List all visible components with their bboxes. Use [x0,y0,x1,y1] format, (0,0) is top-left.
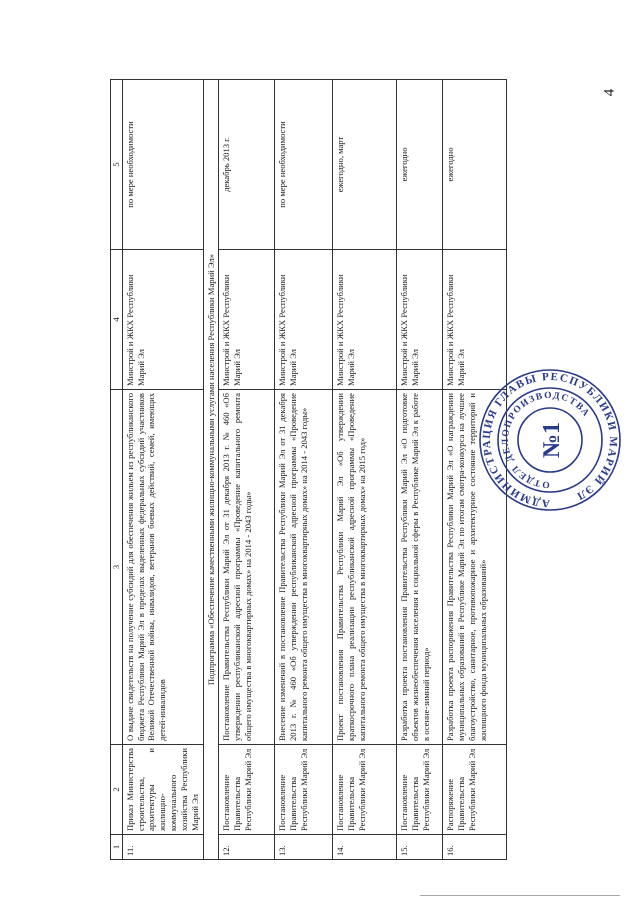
row-number: 14. [333,835,397,860]
deadline: ежегодно [397,80,443,250]
column-number: 2 [111,745,123,835]
row-number: 13. [275,835,333,860]
document-title: Разработка проекта постановления Правительства Республики Марий Эл «О подготовке объектов жизнеобеспечения населения и социальной сферы в Республике Марий Эл к работе в осенне-зимний период» [397,390,443,745]
page-number: 4 [601,88,618,97]
document-title: О выдаче свидетельств на получение субсидий для обеспечения жильем из республиканского бюджета Республики Марий Эл в пределах выделенных федеральных субсидий участников Великой Отечественной войны, инвалидов, ветеранов боевых действий, семей, имеющих детей-инвалидов [122,390,203,745]
bottom-rule [420,895,620,896]
document-type: Постановление Правительства Республики Марий Эл [219,745,275,835]
table-row [397,80,443,860]
column-number: 5 [111,80,123,250]
executor: Минстрой и ЖКХ Республики Марий Эл [275,250,333,390]
document-type: Приказ Министерства строительства, архитектуры и жилищно-коммунального хозяйства Республики Марий Эл [122,745,203,835]
deadline: по мере необходимости [122,80,203,250]
document-title: Разработка проекта распоряжения Правительства Республики Марий Эл «О награждении муниципальных образований в Республике Марий Эл по итогам смотра-конкурса на лучшее благоустройство, санитарное, противопожарное и архитектурное состояние территорий и жилищного фонда муниципальных образований» [443,390,507,745]
column-number: 1 [111,835,123,860]
deadline: ежегодно, март [333,80,397,250]
row-number: 15. [397,835,443,860]
row-number: 11. [122,835,203,860]
document-title: Постановление Правительства Республики Марий Эл от 31 декабря 2013 г. № 460 «Об утверждении республиканской адресной программы «Проведение капитального ремонта общего имущества в многоквартирных домах» на 2014 - 2043 годы» [219,390,275,745]
column-number-row [111,80,123,860]
plan-table [110,79,507,860]
executor: Минстрой и ЖКХ Республики Марий Эл [397,250,443,390]
deadline: ежегодно [443,80,507,250]
stamp-inner-text: ОТДЕЛ ДЕЛОПРОИЗВОДСТВА [500,390,592,490]
document-type: Распоряжение Правительства Республики Марий Эл [443,745,507,835]
document-type: Постановление Правительства Республики Марий Эл [397,745,443,835]
column-number: 4 [111,250,123,390]
subprogram-row [203,80,219,860]
executor: Минстрой и ЖКХ Республики Марий Эл [333,250,397,390]
table-row [122,80,203,860]
executor: Минстрой и ЖКХ Республики Марий Эл [122,250,203,390]
executor: Минстрой и ЖКХ Республики Марий Эл [443,250,507,390]
deadline: по мере необходимости [275,80,333,250]
document-title: Проект постановления Правительства Республики Марий Эл «Об утверждении краткосрочного плана реализации республиканской адресной программы «Проведение капитального ремонта общего имущества в многоквартирных домах» на 2015 год» [333,390,397,745]
stamp-outer-text: АДМИНИСТРАЦИЯ ГЛАВЫ РЕСПУБЛИКИ МАРИЙ ЭЛ [480,370,620,510]
row-number: 12. [219,835,275,860]
document-type: Постановление Правительства Республики Марий Эл [333,745,397,835]
document-title: Внесение изменений в постановление Правительства Республики Марий Эл от 31 декабря 2013 г. № 460 «Об утверждении республиканской адресной программы «Проведение капитального ремонта общего имущества в многоквартирных домах» на 2014 - 2043 годы» [275,390,333,745]
table-row [219,80,275,860]
subprogram-heading: Подпрограмма «Обеспечение качественными жилищно-коммунальными услугами населения Республики Марий Эл» [203,80,219,860]
column-number: 3 [111,390,123,745]
row-number: 16. [443,835,507,860]
deadline: декабрь 2013 г. [219,80,275,250]
document-type: Постановление Правительства Республики Марий Эл [275,745,333,835]
stamp-seal-icon [465,365,635,515]
table-row [333,80,397,860]
table-row [275,80,333,860]
stamp-number: №1 [539,421,565,459]
official-stamp [465,365,635,515]
executor: Минстрой и ЖКХ Республики Марий Эл [219,250,275,390]
